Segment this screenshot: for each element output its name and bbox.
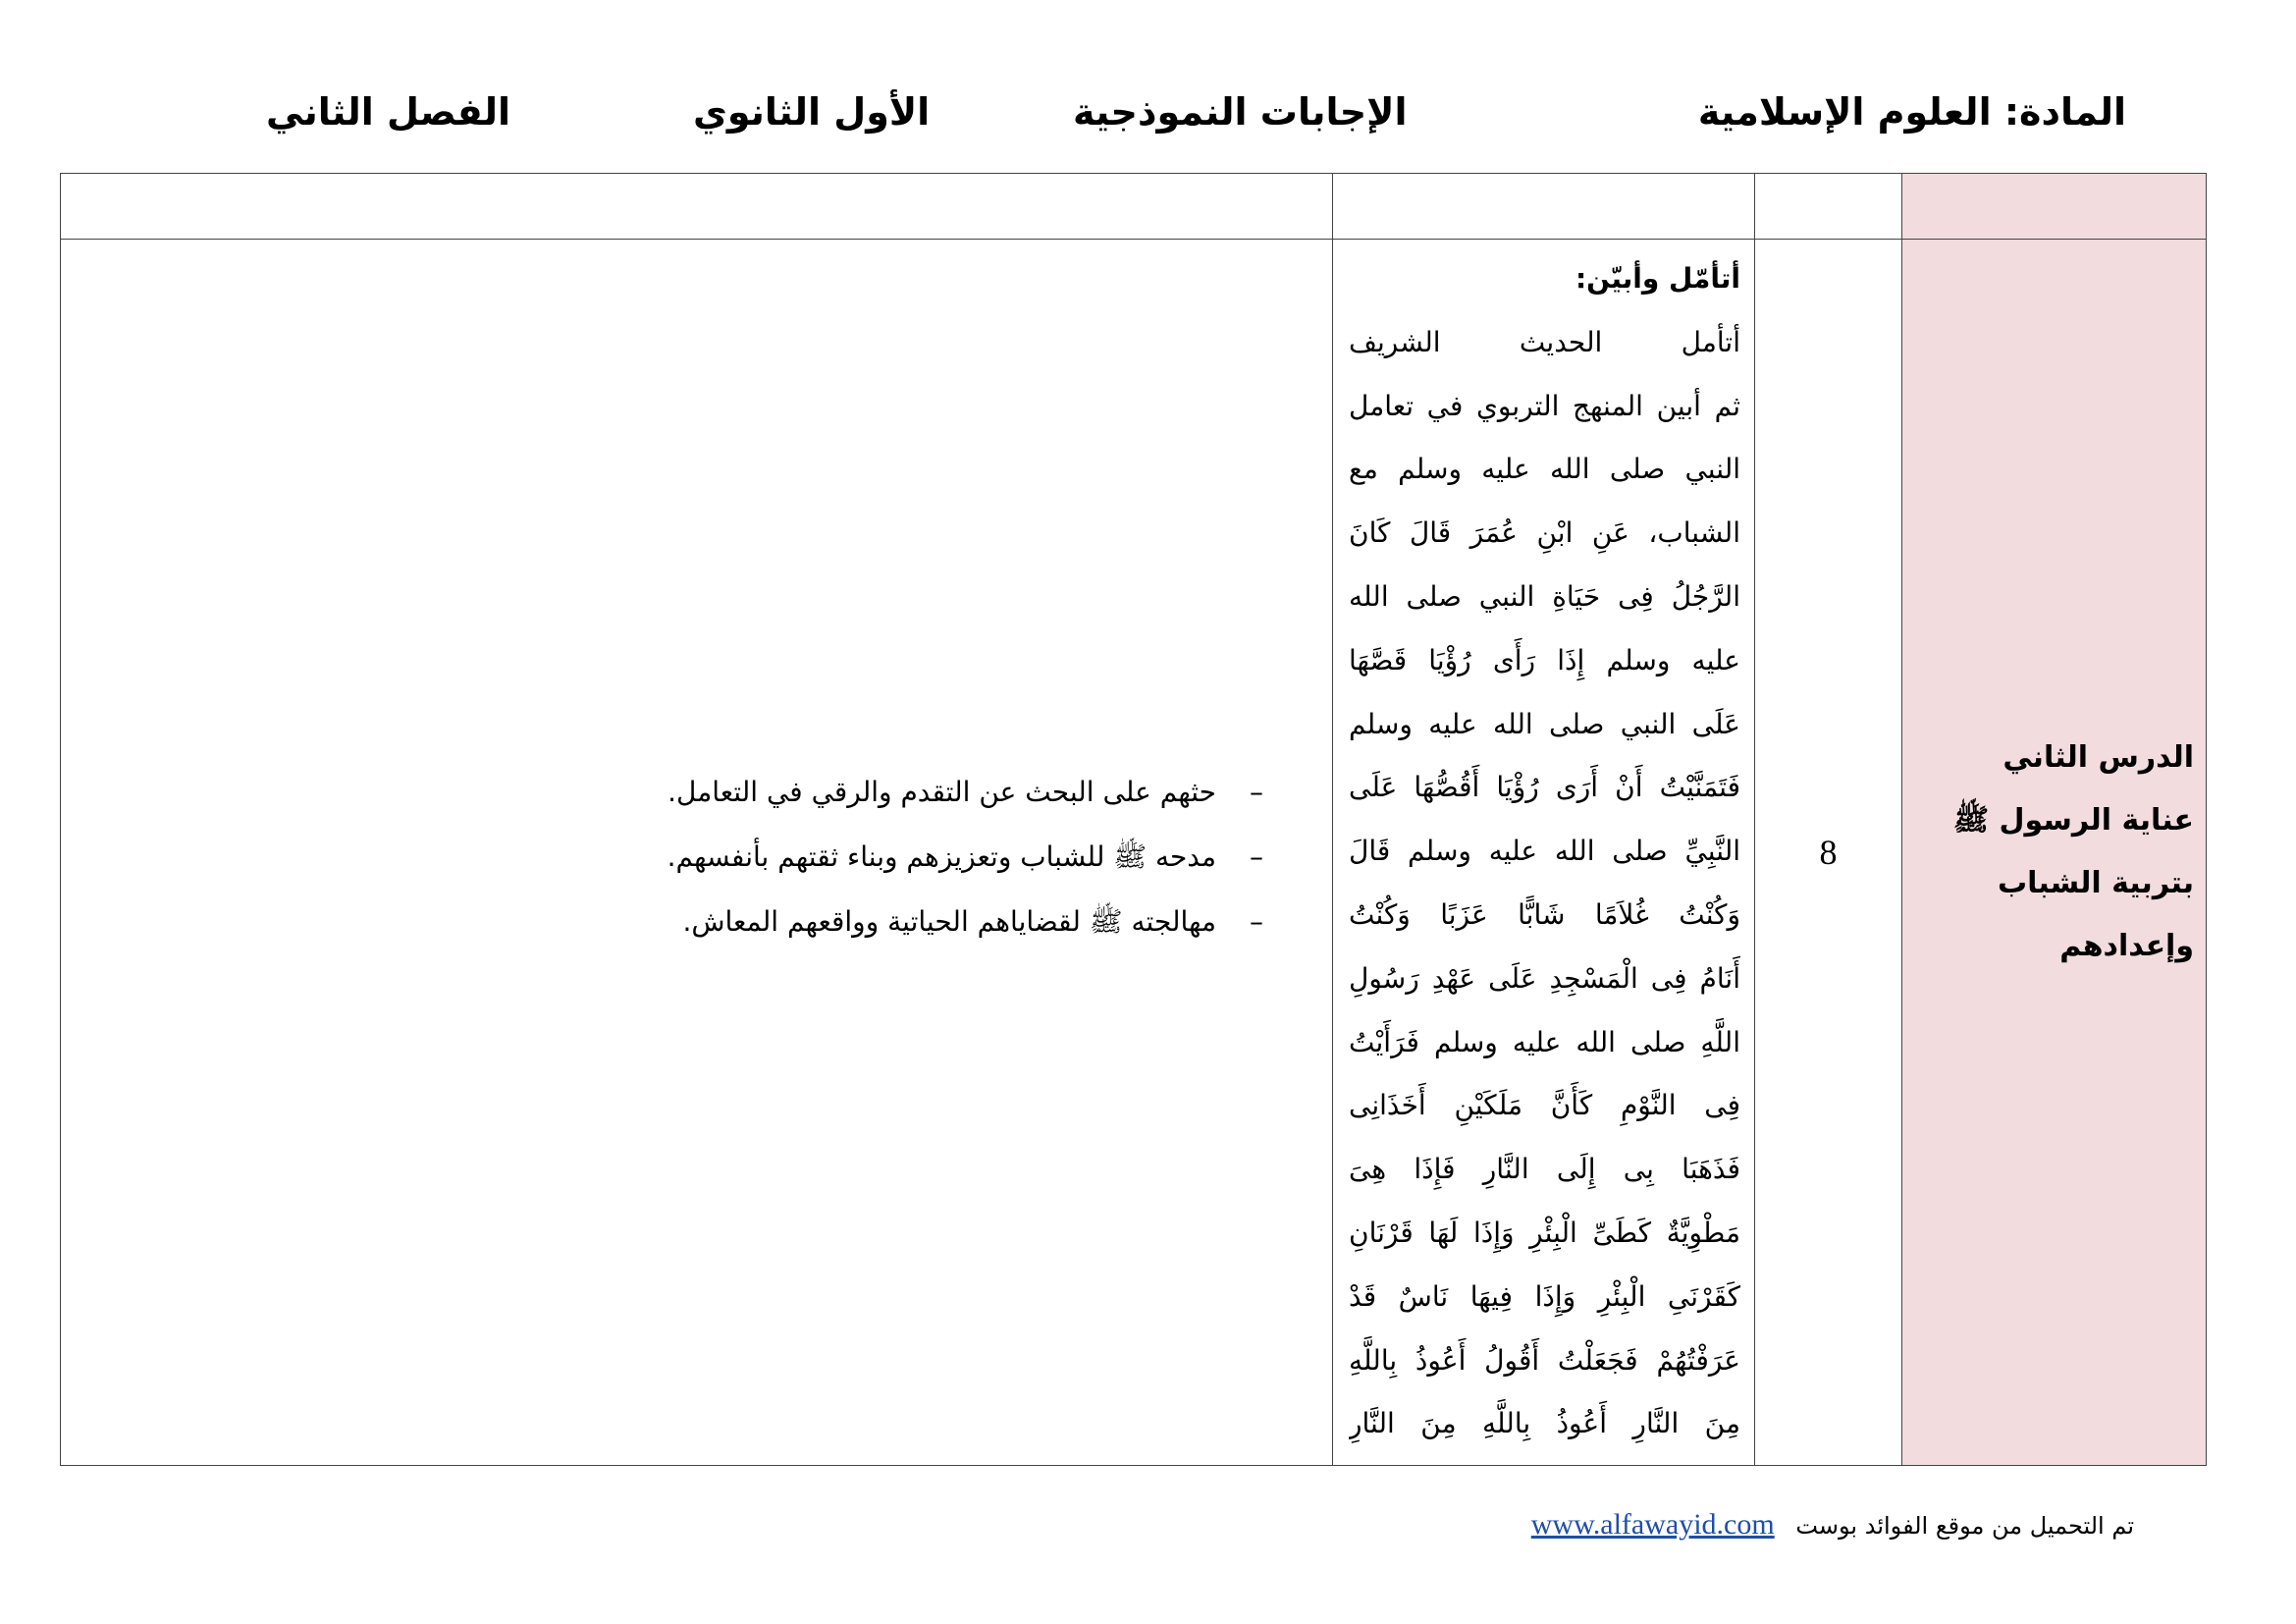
- lesson-cell: [1902, 240, 2207, 1466]
- answer-cell: [61, 240, 1333, 1466]
- answer-list: [667, 760, 1263, 954]
- activity-line: ثم أبين المنهج التربوي في تعامل: [1349, 389, 1740, 422]
- empty-answer-cell: [61, 174, 1333, 240]
- answer-text: مدحه ﷺ للشباب وتعزيزهم وبناء ثقتهم بأنفسهم.: [667, 840, 1216, 873]
- dash-bullet: –: [1250, 840, 1263, 873]
- activity-line: النَّبِيِّ صلى الله عليه وسلم قَالَ: [1349, 835, 1740, 868]
- document-title: الإجابات النموذجية: [1073, 90, 1408, 134]
- website-link[interactable]: www.alfawayid.com: [1530, 1508, 1775, 1541]
- term-label: الفصل الثاني: [266, 90, 511, 134]
- lesson-line: بتربية الشباب: [1997, 866, 2194, 900]
- activity-cell: [1333, 240, 1755, 1466]
- table-row: [61, 240, 2207, 1466]
- list-item: [667, 890, 1263, 954]
- lesson-line: وإعداده‍م: [2059, 929, 2194, 963]
- empty-activity-cell: [1333, 174, 1755, 240]
- grade-label: الأول الثانوي: [693, 90, 931, 134]
- answers-table: [60, 173, 2207, 1466]
- list-item: [667, 825, 1263, 890]
- activity-line: أَنَامُ فِى الْمَسْجِدِ عَلَى عَهْدِ رَسُولِ: [1349, 961, 1740, 995]
- question-number: 8: [1819, 833, 1838, 872]
- activity-line: فِى النَّوْمِ كَأَنَّ مَلَكَيْنِ أَخَذَانِى: [1349, 1089, 1740, 1122]
- activity-line: فَتَمَنَّيْتُ أَنْ أَرَى رُؤْيَا أَقُصُّهَا عَلَى: [1349, 771, 1740, 804]
- answer-text: حثهم على البحث عن التقدم والرقي في التعامل.: [667, 776, 1216, 808]
- lesson-line: عناية الرسول ﷺ: [1952, 803, 2194, 838]
- table-header-row: [61, 174, 2207, 240]
- lesson-line: الدرس الثاني: [2002, 740, 2194, 775]
- dash-bullet: –: [1250, 776, 1263, 808]
- dash-bullet: –: [1250, 905, 1263, 938]
- activity-line: أتأمل الحديث الشريف: [1349, 325, 1740, 358]
- number-cell: [1755, 240, 1902, 1466]
- footer-text: تم التحميل من موقع الفوائد بوست: [1795, 1512, 2134, 1540]
- activity-line: كَقَرْنَىِ الْبِئْرِ وَإِذَا فِيهَا نَاسٌ قَدْ: [1349, 1279, 1740, 1313]
- empty-lesson-cell: [1902, 174, 2207, 240]
- activity-line: عَرَفْتُهُمْ فَجَعَلْتُ أَقُولُ أَعُوذُ بِاللَّهِ: [1349, 1343, 1740, 1377]
- activity-line: مِنَ النَّارِ أَعُوذُ بِاللَّهِ مِنَ النَّارِ: [1349, 1407, 1740, 1440]
- list-item: [667, 760, 1263, 825]
- activity-line: النبي صلى الله عليه وسلم مع: [1349, 453, 1740, 486]
- subject-label: المادة: العلوم الإسلامية: [1697, 90, 2126, 134]
- activity-line: اللَّهِ صلى الله عليه وسلم فَرَأَيْتُ: [1349, 1025, 1740, 1058]
- activity-line: وَكُنْتُ غُلاَمًا شَابًّا عَزَبًا وَكُنْتُ: [1349, 897, 1740, 931]
- activity-line: الشباب، عَنِ ابْنِ عُمَرَ قَالَ كَانَ: [1349, 516, 1740, 550]
- empty-number-cell: [1755, 174, 1902, 240]
- activity-line: عليه وسلم إِذَا رَأَى رُؤْيَا قَصَّهَا: [1349, 643, 1740, 677]
- activity-line: الرَّجُلُ فِى حَيَاةِ النبي صلى الله: [1349, 579, 1740, 613]
- footer: [1531, 1508, 2134, 1542]
- activity-heading: أتأمّل وأبيّن:: [1575, 262, 1740, 295]
- activity-line: عَلَى النبي صلى الله عليه وسلم: [1349, 707, 1740, 740]
- activity-line: مَطْوِيَّةٌ كَطَىِّ الْبِئْرِ وَإِذَا لَهَا قَرْنَانِ: [1349, 1216, 1740, 1249]
- answer-text: مهالجته ﷺ لقضاياهم الحياتية وواقعهم المعاش.: [682, 905, 1216, 938]
- activity-line: فَذَهَبَا بِى إِلَى النَّارِ فَإِذَا هِىَ: [1349, 1153, 1740, 1186]
